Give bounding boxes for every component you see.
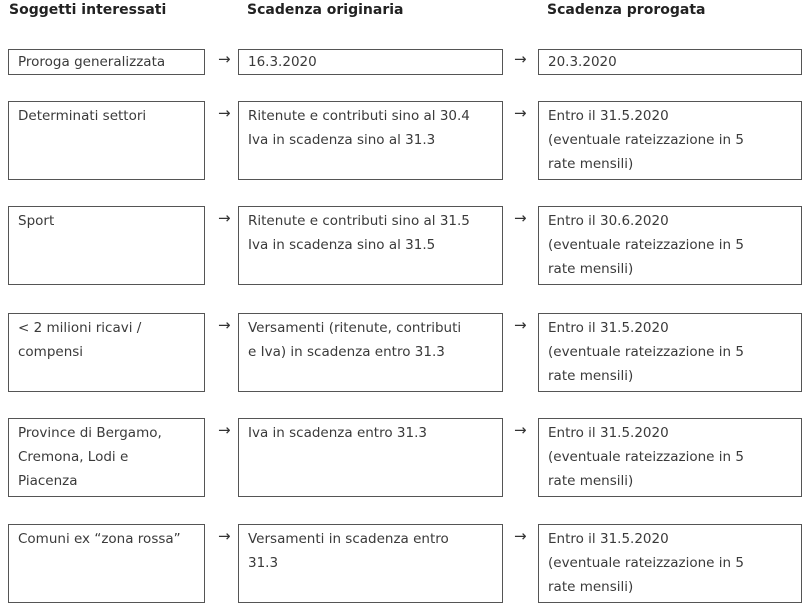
arrow-right-icon: → (514, 421, 527, 439)
header-soggetti: Soggetti interessati (9, 2, 167, 18)
cell-line: 20.3.2020 (548, 54, 617, 70)
cell-line: < 2 milioni ricavi / (18, 320, 142, 336)
cell-line: Versamenti in scadenza entro (248, 531, 449, 547)
arrow-right-icon: → (514, 209, 527, 227)
cell-line: Entro il 31.5.2020 (548, 531, 669, 547)
cell-line: Versamenti (ritenute, contributi (248, 320, 462, 336)
arrow-right-icon: → (218, 527, 231, 545)
arrow-right-icon: → (218, 104, 231, 122)
scadenza-originaria-box (238, 418, 503, 497)
arrow-right-icon: → (514, 527, 527, 545)
soggetti-box (8, 206, 205, 285)
cell-line: e Iva) in scadenza entro 31.3 (248, 344, 445, 360)
cell-line: Iva in scadenza sino al 31.5 (248, 237, 436, 253)
scadenza-prorogata-box (538, 313, 802, 392)
cell-line: Ritenute e contributi sino al 31.5 (248, 213, 470, 229)
cell-line: rate mensili) (548, 473, 634, 489)
cell-line: 16.3.2020 (248, 54, 317, 70)
cell-line: 31.3 (248, 555, 279, 571)
arrow-right-icon: → (218, 316, 231, 334)
scadenza-prorogata-box (538, 101, 802, 180)
cell-line: Iva in scadenza sino al 31.3 (248, 132, 436, 148)
cell-line: Determinati settori (18, 108, 147, 124)
cell-line: (eventuale rateizzazione in 5 (548, 237, 744, 253)
scadenza-originaria-box (238, 313, 503, 392)
header-scadenza-originaria: Scadenza originaria (247, 2, 404, 18)
scadenza-prorogata-box (538, 418, 802, 497)
cell-line: Entro il 30.6.2020 (548, 213, 669, 229)
cell-line: Ritenute e contributi sino al 30.4 (248, 108, 470, 124)
arrow-right-icon: → (514, 316, 527, 334)
soggetti-box (8, 101, 205, 180)
cell-line: compensi (18, 344, 84, 360)
header-scadenza-prorogata: Scadenza prorogata (547, 2, 706, 18)
cell-line: rate mensili) (548, 156, 634, 172)
scadenza-originaria-box (238, 49, 503, 75)
soggetti-box (8, 313, 205, 392)
scadenza-originaria-box (238, 101, 503, 180)
scadenza-prorogata-box (538, 49, 802, 75)
soggetti-box (8, 524, 205, 603)
cell-line: Entro il 31.5.2020 (548, 320, 669, 336)
cell-line: Sport (18, 213, 55, 229)
cell-line: Iva in scadenza entro 31.3 (248, 425, 427, 441)
cell-line: Entro il 31.5.2020 (548, 108, 669, 124)
arrow-right-icon: → (218, 209, 231, 227)
cell-line: rate mensili) (548, 579, 634, 595)
arrow-right-icon: → (514, 104, 527, 122)
cell-line: Proroga generalizzata (18, 54, 166, 70)
arrow-right-icon: → (514, 50, 527, 68)
scadenza-prorogata-box (538, 524, 802, 603)
cell-line: Province di Bergamo, (18, 425, 162, 441)
cell-line: rate mensili) (548, 261, 634, 277)
cell-line: (eventuale rateizzazione in 5 (548, 344, 744, 360)
cell-line: Piacenza (18, 473, 78, 489)
cell-line: Entro il 31.5.2020 (548, 425, 669, 441)
soggetti-box (8, 418, 205, 497)
arrow-right-icon: → (218, 50, 231, 68)
scadenza-prorogata-box (538, 206, 802, 285)
cell-line: (eventuale rateizzazione in 5 (548, 449, 744, 465)
cell-line: Comuni ex “zona rossa” (18, 531, 181, 547)
scadenza-originaria-box (238, 206, 503, 285)
cell-line: (eventuale rateizzazione in 5 (548, 132, 744, 148)
arrow-right-icon: → (218, 421, 231, 439)
cell-line: Cremona, Lodi e (18, 449, 129, 465)
soggetti-box (8, 49, 205, 75)
scadenza-originaria-box (238, 524, 503, 603)
cell-line: (eventuale rateizzazione in 5 (548, 555, 744, 571)
cell-line: rate mensili) (548, 368, 634, 384)
